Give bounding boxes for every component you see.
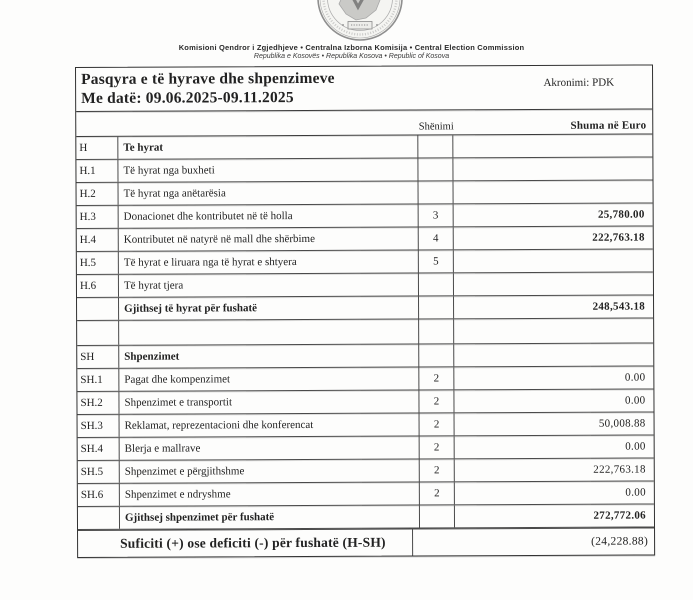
row-code: SH.1	[77, 369, 119, 391]
row-amount: 0.00	[624, 394, 646, 407]
row-code: H.3	[77, 206, 119, 228]
title-lines	[76, 67, 335, 111]
surplus-deficit-amount: (24,228.88)	[591, 535, 649, 548]
row-code: H.4	[77, 229, 119, 251]
row-label: Te hyrat	[118, 136, 418, 159]
document-title: Pasqyra e të hyrave dhe shpenzimeve	[81, 69, 335, 88]
row-code: SH.3	[78, 415, 120, 437]
row-code: H.6	[77, 275, 119, 297]
row-label: Të hyrat e liruara nga të hyrat e shtyera	[119, 251, 419, 274]
table-row-spacer	[77, 318, 653, 346]
row-code: SH.6	[78, 484, 120, 506]
table-row	[77, 203, 653, 229]
row-amount: 0.00	[625, 440, 646, 453]
table-row	[77, 366, 653, 392]
row-label: Shpenzimet e transportit	[119, 391, 419, 414]
row-amount	[454, 249, 653, 272]
row-label: Blerja e mallrave	[120, 436, 420, 459]
row-code: SH	[77, 346, 119, 368]
table-row	[77, 249, 653, 275]
row-note: 2	[420, 459, 455, 481]
row-amount: 222,763.18	[592, 231, 645, 244]
row-amount	[454, 343, 653, 366]
row-amount: 222,763.18	[593, 463, 646, 476]
row-label: Të hyrat tjera	[119, 274, 419, 297]
row-amount	[453, 134, 652, 157]
row-label: Reklamat, reprezentacioni dhe konferencat	[120, 414, 420, 437]
row-note: 3	[419, 204, 454, 226]
surplus-deficit-label: Suficiti (+) ose deficiti (-) për fushatë (H-SH)	[78, 530, 413, 557]
row-note	[419, 181, 454, 203]
seal-graphic	[316, 0, 404, 42]
table-row	[77, 226, 653, 252]
row-amount: 50,008.88	[598, 417, 646, 430]
row-label: Gjithsej shpenzimet për fushatë	[120, 505, 420, 528]
row-code: H.5	[77, 252, 119, 274]
row-note	[419, 344, 454, 366]
row-label: Shpenzimet	[119, 345, 419, 368]
row-code: SH.4	[78, 438, 120, 460]
table-row	[77, 343, 653, 369]
row-amount	[454, 180, 653, 203]
kqz-seal-icon	[316, 0, 404, 42]
row-amount: 0.00	[625, 486, 646, 499]
row-note	[418, 158, 453, 180]
row-note	[420, 505, 455, 527]
row-label: Donacionet dhe kontributet në të holla	[119, 205, 419, 228]
row-label: Gjithsej të hyrat për fushatë	[119, 297, 419, 320]
row-note: 5	[419, 250, 454, 272]
table-row	[77, 272, 653, 298]
column-header-band	[76, 109, 652, 137]
surplus-deficit-row	[78, 527, 654, 557]
row-amount: 25,780.00	[597, 208, 645, 221]
title-box	[76, 65, 652, 111]
party-acronym: Akronimi: PDK	[543, 76, 615, 89]
row-label: Shpenzimet e përgjithshme	[120, 459, 420, 482]
row-amount	[454, 318, 653, 343]
row-note: 2	[420, 413, 455, 435]
table-row	[78, 435, 654, 461]
financial-statement-table	[75, 64, 655, 558]
row-note: 2	[419, 367, 454, 389]
row-code	[77, 321, 119, 345]
row-code: SH.2	[77, 392, 119, 414]
document-date-range: Me datë: 09.06.2025-09.11.2025	[81, 89, 294, 107]
column-header-amount: Shuma në Euro	[570, 119, 647, 132]
row-label: Pagat dhe kompenzimet	[119, 368, 419, 391]
table-row-total-expenses	[78, 504, 654, 530]
row-code: SH.5	[78, 461, 120, 483]
table-row-total-income	[77, 295, 653, 321]
row-note	[419, 296, 454, 318]
row-note: 2	[419, 390, 454, 412]
row-code	[78, 507, 120, 529]
row-note	[419, 319, 454, 343]
row-code: H	[76, 137, 118, 159]
row-label: Të hyrat nga anëtarësia	[119, 182, 419, 205]
row-amount: 248,543.18	[592, 300, 646, 313]
row-note	[419, 273, 454, 295]
row-label: Kontributet në natyrë në mall dhe shërbime	[119, 228, 419, 251]
row-amount	[454, 272, 653, 295]
org-header	[10, 43, 693, 62]
table-row	[78, 481, 654, 507]
row-label: Të hyrat nga buxheti	[118, 159, 418, 182]
column-header-note: Shënimi	[418, 121, 454, 133]
row-amount: 272,772.06	[593, 509, 646, 522]
table-row	[77, 180, 653, 206]
republic-line: Republika e Kosovës • Republika Kosova • Republic of Kosova	[253, 53, 450, 60]
row-amount	[453, 157, 652, 180]
org-name-line: Komisioni Qendror i Zgjedhjeve • Centralna Izborna Komisija • Central Election Commission	[178, 43, 525, 52]
row-amount: 0.00	[624, 371, 646, 384]
table-row	[77, 389, 653, 415]
row-note: 2	[420, 482, 455, 504]
row-label	[119, 320, 419, 345]
row-code: H.2	[77, 183, 119, 205]
table-row	[78, 458, 654, 484]
table-row	[78, 412, 654, 438]
table-row	[76, 157, 652, 183]
row-note: 2	[420, 436, 455, 458]
row-code: H.1	[76, 160, 118, 182]
row-label: Shpenzimet e ndryshme	[120, 482, 420, 505]
table-row	[76, 134, 652, 160]
row-note	[418, 135, 453, 157]
row-note: 4	[419, 227, 454, 249]
row-code	[77, 298, 119, 320]
